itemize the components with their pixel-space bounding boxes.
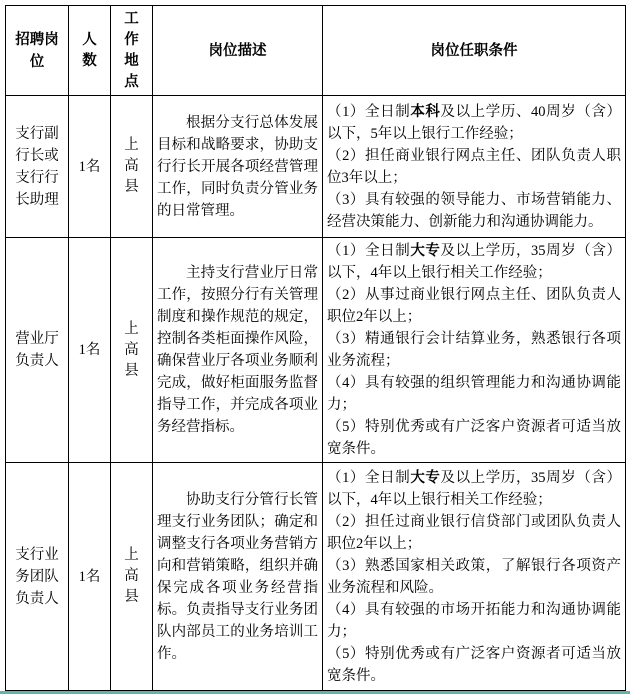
requirement-text: （5）特别优秀或有广泛客户资源者可适当放宽条件。 (327, 645, 621, 684)
header-position-label: 招聘岗位 (15, 31, 59, 70)
requirement-text: （3）精通银行会计结算业务，熟悉银行各项业务流程； (327, 331, 621, 369)
requirement-item (327, 328, 621, 372)
position-text: 营业厅负责人 (15, 331, 59, 369)
header-location-label: 工作地点 (124, 10, 139, 90)
count-text: 1名 (78, 342, 101, 358)
description-cell (153, 463, 323, 691)
header-position (6, 6, 69, 96)
requirement-text: （4）具有较强的市场开拓能力和沟通协调能力； (327, 601, 621, 640)
location-cell (111, 238, 153, 463)
location-text: 上高县 (124, 547, 139, 605)
requirement-text: 及以上学历，35周岁（含）以下，4年以上银行相关工作经验； (327, 243, 622, 281)
requirement-item (327, 284, 621, 328)
requirement-text: （1）全日制 (327, 469, 411, 486)
requirement-item (327, 372, 621, 416)
header-location (111, 6, 153, 96)
description-text: 协助支行分管行长管理支行业务团队；确定和调整支行各项业务营销方向和营销策略，组织并确保完成各项业务经营指标。负责指导支行业务团队内部员工的业务培训工作。 (157, 491, 318, 662)
description-cell (153, 96, 323, 238)
requirement-text: （3）熟悉国家相关政策，了解银行各项资产业务流程和风险。 (327, 557, 621, 596)
requirement-item (327, 189, 621, 233)
requirement-item (327, 145, 621, 189)
description-cell (153, 238, 323, 463)
count-cell (69, 238, 111, 463)
requirement-item (327, 240, 621, 284)
position-text: 支行副行长或支行行长助理 (15, 125, 59, 208)
requirement-text: （1）全日制 (327, 243, 411, 259)
header-description-label: 岗位描述 (208, 42, 267, 59)
header-count-label: 人数 (82, 31, 97, 69)
location-cell (111, 96, 153, 238)
header-description (153, 6, 323, 96)
position-cell (6, 463, 69, 691)
count-cell (69, 463, 111, 691)
position-cell (6, 238, 69, 463)
location-text: 上高县 (124, 137, 139, 195)
count-text: 1名 (78, 158, 101, 175)
recruitment-table (5, 5, 626, 691)
header-row (6, 6, 626, 96)
requirement-text: 及以上学历，35周岁（含）以下，4年以上银行相关工作经验； (327, 469, 622, 508)
table-row (6, 238, 626, 463)
requirement-item (327, 511, 621, 555)
requirement-emphasis: 大专 (410, 469, 441, 486)
requirement-emphasis: 大专 (410, 243, 441, 259)
requirement-item (327, 643, 621, 687)
requirement-item (327, 599, 621, 643)
requirement-item (327, 101, 621, 145)
position-cell (6, 96, 69, 238)
requirement-text: （2）担任过商业银行信贷部门或团队负责人职位2年以上； (327, 513, 621, 552)
count-cell (69, 96, 111, 238)
header-count (69, 6, 111, 96)
requirement-text: （2）从事过商业银行网点主任、团队负责人职位2年以上； (327, 287, 621, 325)
requirement-text: （2）担任商业银行网点主任、团队负责人职位3年以上； (327, 147, 621, 186)
requirements-cell (323, 96, 626, 238)
location-text: 上高县 (124, 320, 139, 379)
requirements-cell (323, 238, 626, 463)
requirement-item (327, 555, 621, 599)
position-text: 支行业务团队负责人 (15, 546, 59, 607)
requirement-text: （4）具有较强的组织管理能力和沟通协调能力； (327, 375, 621, 413)
requirement-text: （5）特别优秀或有广泛客户资源者可适当放宽条件。 (327, 419, 621, 457)
description-text: 根据分支行总体发展目标和战略要求，协助支行行长开展各项经营管理工作，同时负责分管业务的日常管理。 (157, 114, 318, 219)
table-row (6, 96, 626, 238)
count-text: 1名 (78, 568, 101, 585)
requirement-item (327, 467, 621, 511)
header-requirements (323, 6, 626, 96)
requirement-text: 及以上学历、40周岁（含）以下，5年以上银行工作经验； (327, 103, 622, 142)
requirement-text: （1）全日制 (327, 103, 411, 120)
description-text: 主持支行营业厅日常工作，按照分行有关管理制度和操作规范的规定，控制各类柜面操作风险，确保营业厅各项业务顺利完成，做好柜面服务监督指导工作，并完成各项业务经营指标。 (157, 265, 318, 435)
location-cell (111, 463, 153, 691)
requirement-item (327, 416, 621, 460)
requirement-emphasis: 本科 (410, 103, 441, 120)
requirement-text: （3）具有较强的领导能力、市场营销能力、经营决策能力、创新能力和沟通协调能力。 (327, 191, 621, 230)
requirements-cell (323, 463, 626, 691)
header-requirements-label: 岗位任职条件 (430, 42, 518, 59)
table-row (6, 463, 626, 691)
